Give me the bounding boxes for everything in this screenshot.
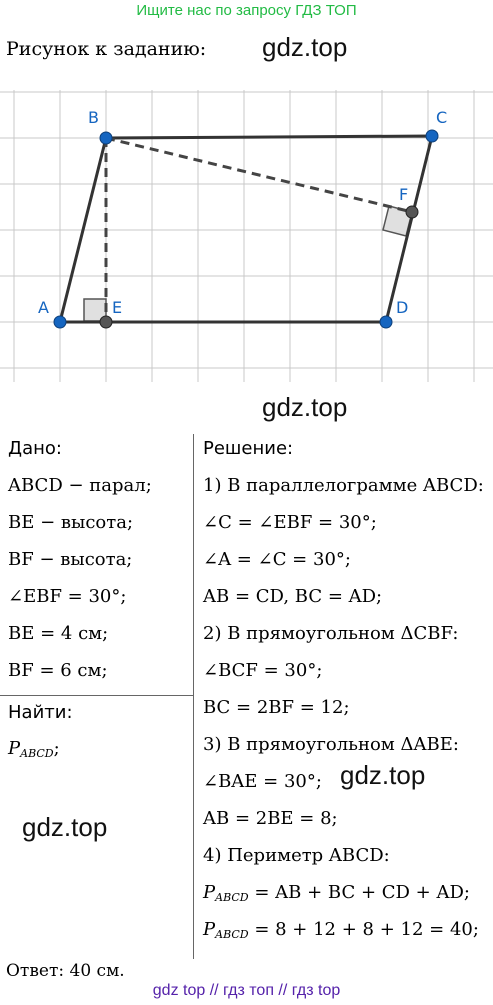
solution-line: ∠C = ∠EBF = 30°; [203,512,377,533]
parallelogram-sides [60,136,432,322]
perimeter-value-text: = 8 + 12 + 8 + 12 = 40; [254,919,479,940]
point-c [426,130,438,142]
label-f: F [399,185,409,204]
solution-title: Решение: [203,438,294,459]
search-banner: Ищите нас по запросу ГДЗ ТОП [136,2,357,19]
solution-line: ∠A = ∠C = 30°; [203,549,351,570]
label-d: D [396,298,409,317]
solution-line: 2) В прямоугольном ΔCBF: [203,623,459,644]
parallelogram-figure [0,70,493,400]
perimeter-formula [203,882,470,904]
given-line: ABCD − парал; [8,475,152,496]
find-sub: ABCD [20,747,54,760]
figure-caption: Рисунок к заданию: [6,38,207,60]
watermark: gdz.top [340,760,426,790]
label-e: E [112,298,123,317]
watermark: gdz.top [22,812,108,842]
perimeter-sub: ABCD [215,891,249,904]
given-divider [0,695,193,696]
perimeter-sub: ABCD [215,928,249,941]
column-divider [193,434,194,959]
point-a [54,316,66,328]
point-e [100,316,112,328]
solution-line: BC = 2BF = 12; [203,697,350,718]
watermark: gdz.top [262,32,348,62]
solution-line: AB = 2BE = 8; [203,808,338,829]
given-line: BE − высота; [8,512,134,533]
label-c: C [436,108,448,127]
perimeter-p: P [203,919,216,940]
find-target [8,738,60,760]
perimeter-p: P [203,882,216,903]
label-a: A [38,298,49,317]
find-p: P [8,738,21,759]
given-line: BF = 6 см; [8,660,108,681]
perimeter-formula-text: = AB + BC + CD + AD; [254,882,470,903]
solution-line: 3) В прямоугольном ΔABE: [203,734,459,755]
point-b [100,132,112,144]
given-title: Дано: [8,438,62,459]
given-line: BE = 4 см; [8,623,109,644]
solution-line: ∠BAE = 30°; [203,771,322,792]
given-line: BF − высота; [8,549,133,570]
point-f [406,206,418,218]
watermark: gdz.top [262,392,348,422]
find-end: ; [53,738,60,759]
answer-line: Ответ: 40 см. [6,961,125,981]
solution-line: ∠BCF = 30°; [203,660,323,681]
find-title: Найти: [8,702,73,723]
solution-line: 4) Периметр ABCD: [203,845,390,866]
perimeter-value [203,919,479,941]
point-d [380,316,392,328]
solution-line: AB = CD, BC = AD; [203,586,383,607]
footer-links[interactable]: gdz top // гдз топ // гдз top [152,982,341,999]
grid [0,90,493,382]
given-line: ∠EBF = 30°; [8,586,127,607]
solution-line: 1) В параллелограмме ABCD: [203,475,484,496]
label-b: B [88,108,99,127]
